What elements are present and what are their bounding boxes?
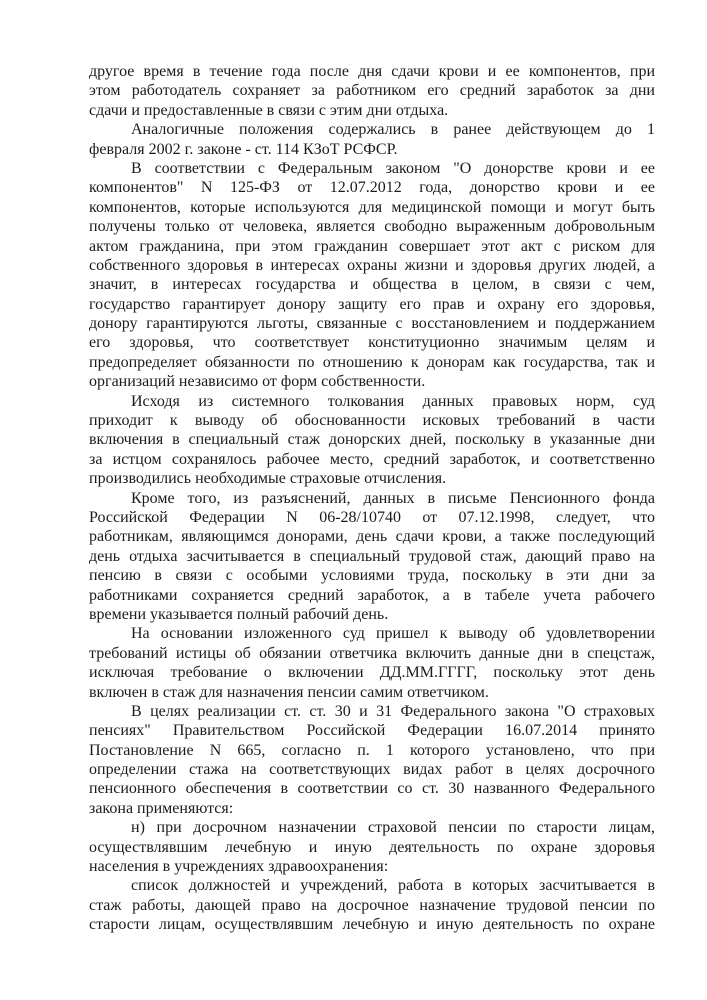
text-line: пенсионного обеспечения в соответствии со ст. 30 названного Федерального (89, 780, 655, 798)
text-line: работниками сохраняется средний заработок, а в табеле учета рабочего (89, 586, 655, 604)
text-line: н) при досрочном назначении страховой пенсии по старости лицам, (131, 819, 655, 837)
text-line: На основании изложенного суд пришел к выводу об удовлетворении (131, 625, 655, 643)
text-line: определении стажа на соответствующих видах работ в целях досрочного (89, 761, 655, 779)
text-line: компонентов" N 125-ФЗ от 12.07.2012 года, донорство крови и ее (89, 179, 655, 197)
text-line: Кроме того, из разъяснений, данных в письме Пенсионного фонда (131, 489, 655, 507)
text-line: сдачи и предоставленные в связи с этим дни отдыха. (89, 101, 449, 119)
text-line: собственного здоровья в интересах охраны жизни и здоровья других людей, а (89, 256, 655, 274)
paragraph (89, 876, 655, 934)
text-line: работникам, являющимся донорами, день сдачи крови, а также последующий (89, 528, 655, 546)
paragraph (89, 818, 655, 876)
paragraph (89, 62, 655, 120)
text-line: стаж работы, дающей право на досрочное назначение трудовой пенсии по (89, 896, 655, 914)
text-line: приходит к выводу об обоснованности исковых требований в части (89, 412, 655, 430)
text-line: организаций независимо от форм собственности. (89, 373, 426, 391)
text-line: значит, в интересах государства и общества в целом, в связи с чем, (89, 276, 655, 294)
text-line: населения в учреждениях здравоохранения: (89, 858, 389, 876)
text-line: донору гарантируются льготы, связанные с восстановлением и поддержанием (89, 315, 655, 333)
text-line: закона применяются: (89, 799, 234, 817)
text-line: исключая требование о включении ДД.ММ.ГГГГ, поскольку этот день (89, 664, 655, 682)
text-line: Российской Федерации N 06-28/10740 от 07.12.1998, следует, что (89, 508, 655, 526)
text-line: этом работодатель сохраняет за работником его средний заработок за дни (89, 82, 655, 100)
text-line: февраля 2002 г. законе - ст. 114 КЗоТ РСФСР. (89, 140, 398, 158)
text-line: предопределяет обязанности по отношению к донорам как государства, так и (89, 353, 655, 371)
text-line: осуществлявшим лечебную и иную деятельность по охране здоровья (89, 838, 655, 856)
paragraph (89, 489, 655, 625)
text-line: производились необходимые страховые отчисления. (89, 470, 447, 488)
text-line: государство гарантирует донору защиту его прав и охрану его здоровья, (89, 295, 655, 313)
paragraph (89, 702, 655, 818)
text-line: В соответствии с Федеральным законом "О донорстве крови и ее (131, 159, 655, 177)
text-line: включен в стаж для назначения пенсии самим ответчиком. (89, 683, 489, 701)
text-line: актом гражданина, при этом гражданин совершает этот акт с риском для (89, 237, 655, 255)
text-line: компонентов, которые используются для медицинской помощи и могут быть (89, 198, 655, 216)
text-line: пенсиях" Правительством Российской Федерации 16.07.2014 принято (89, 722, 655, 740)
text-line: день отдыха засчитывается в специальный трудовой стаж, дающий право на (89, 547, 655, 565)
text-line: список должностей и учреждений, работа в которых засчитывается в (131, 877, 655, 895)
text-line: Постановление N 665, согласно п. 1 которого установлено, что при (89, 741, 655, 759)
text-line: другое время в течение года после дня сдачи крови и ее компонентов, при (89, 63, 655, 80)
text-line: времени указывается полный рабочий день. (89, 605, 389, 623)
paragraph (89, 159, 655, 392)
paragraph (89, 392, 655, 489)
text-line: пенсию в связи с особыми условиями труда, поскольку в эти дни за (89, 567, 655, 585)
paragraph (89, 624, 655, 702)
text-line: В целях реализации ст. ст. 30 и 31 Федерального закона "О страховых (131, 702, 655, 720)
text-line: Исходя из системного толкования данных правовых норм, суд (131, 392, 655, 410)
text-line: за истцом сохранялось рабочее место, средний заработок, и соответственно (89, 450, 655, 468)
text-line: получены только от человека, является свободно выраженным добровольным (89, 218, 655, 236)
text-line: требований истицы об обязании ответчика включить данные дни в спецстаж, (89, 644, 655, 662)
text-line: включения в специальный стаж донорских дней, поскольку в указанные дни (89, 431, 655, 449)
document-text (89, 62, 655, 935)
text-line: Аналогичные положения содержались в ранее действующем до 1 (131, 121, 655, 139)
paragraph (89, 120, 655, 159)
text-line: его здоровья, что соответствует конституционно значимым целям и (89, 334, 655, 352)
text-line: старости лицам, осуществлявшим лечебную и иную деятельность по охране (89, 916, 655, 934)
